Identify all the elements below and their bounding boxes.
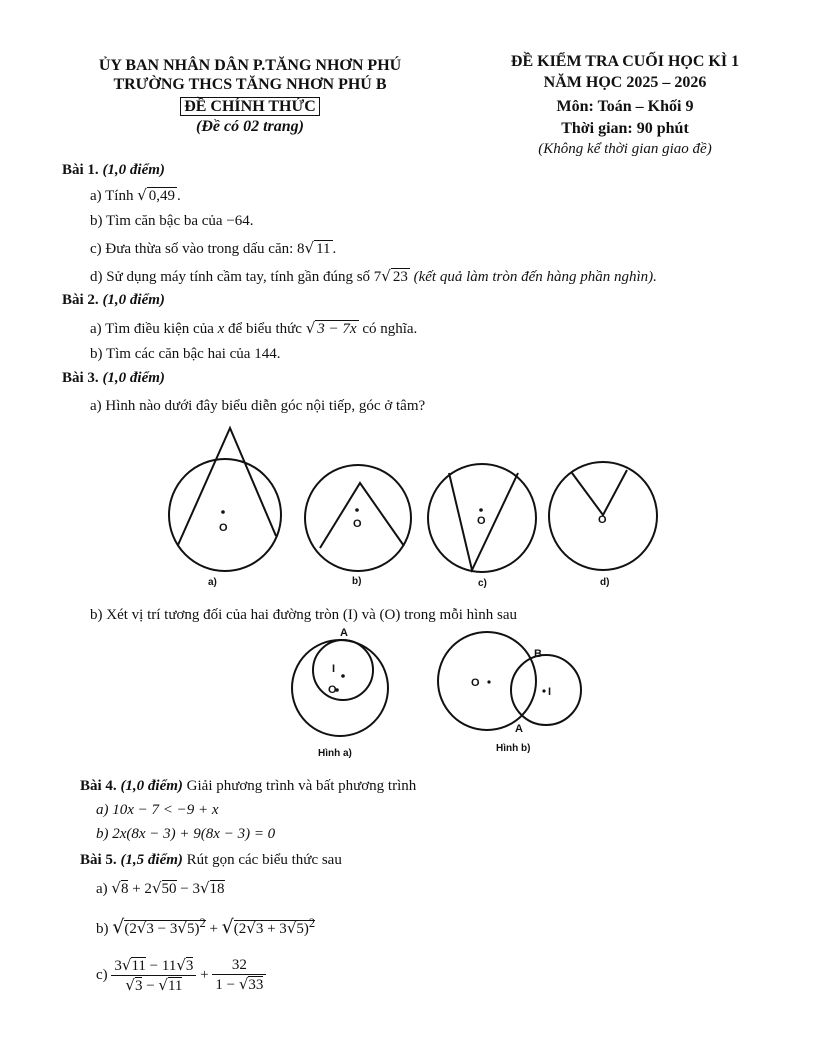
bai1-a: a) Tính √ 0,49 . — [90, 186, 181, 204]
bai2-a-radicand: 3 − 7x — [317, 321, 357, 337]
school-year: NĂM HỌC 2025 – 2026 — [543, 74, 707, 91]
bai4-desc: Giải phương trình và bất phương trình — [186, 778, 417, 794]
hinh-a-point-I: I — [332, 663, 336, 675]
bai2-b: b) Tìm các căn bậc hai của 144. — [90, 346, 281, 362]
bai4-heading — [80, 778, 416, 795]
bai1-c: c) Đưa thừa số vào trong dấu căn: 8√ 11 . — [90, 239, 337, 257]
bai5-a: a) √8 + 2√50 − 3√18 — [96, 879, 225, 897]
bai1-a-radicand: 0,49 — [148, 188, 176, 204]
bai1-title: Bài 1. — [62, 162, 99, 178]
bai4-points: (1,0 điểm) — [120, 778, 183, 794]
hinh-a-circle-I — [313, 640, 373, 700]
bai2-points: (1,0 điểm) — [102, 292, 165, 308]
figure-c-center-label: O — [477, 515, 486, 527]
hinh-b-point-I: I — [548, 686, 552, 698]
figure-a-center-label: O — [219, 522, 228, 534]
bai3-a: a) Hình nào dưới đây biểu diễn góc nội tiếp, góc ở tâm? — [90, 398, 426, 414]
hinh-a-point-A: A — [340, 627, 348, 639]
bai5-b-label: b) — [96, 921, 109, 937]
bai3-points: (1,0 điểm) — [102, 370, 165, 386]
bai5-b: b) $√(2√3 - 3√5)^2 + √(2√3 + 3√5)^2$ — [96, 916, 316, 938]
sqrt-expression: √ 11 — [304, 239, 331, 257]
hinh-b-circle-I — [511, 655, 581, 725]
bai1-d-note: (kết quả làm tròn đến hàng phần nghìn). — [413, 269, 657, 285]
figure-c-label: c) — [478, 578, 487, 589]
bai2-a-var: x — [217, 321, 225, 337]
bai2-title: Bài 2. — [62, 292, 99, 308]
hinh-b-point-B: B — [534, 648, 542, 660]
authority-name: ỦY BAN NHÂN DÂN P.TĂNG NHƠN PHÚ — [98, 57, 402, 74]
sqrt-expression: √ 3 − 7x — [305, 319, 357, 337]
bai3-b: b) Xét vị trí tương đối của hai đường tròn (I) và (O) trong mỗi hình sau — [90, 607, 518, 623]
bai1-a-text: a) Tính — [90, 188, 134, 204]
bai5-c-frac2-num: 32 — [212, 957, 266, 975]
bai5-a-label: a) — [96, 881, 108, 897]
bai5-points: (1,5 điểm) — [120, 852, 183, 868]
hinh-b-point-A: A — [515, 723, 523, 735]
sqrt-expression: √ 23 — [381, 267, 408, 285]
figure-b-center-label: O — [353, 518, 362, 530]
bai2-a-mid: để biểu thức — [228, 321, 302, 337]
bai5-desc: Rút gọn các biểu thức sau — [186, 852, 342, 868]
bai4-b: b) 2x(8x − 3) + 9(8x − 3) = 0 — [96, 826, 276, 842]
school-name: TRƯỜNG THCS TĂNG NHƠN PHÚ B — [113, 76, 387, 93]
subject: Môn: Toán – Khối 9 — [556, 98, 694, 115]
exam-title: ĐỀ KIỂM TRA CUỐI HỌC KÌ 1 — [510, 53, 740, 70]
hinh-a-circle-O — [292, 640, 388, 736]
bai1-d-radicand: 23 — [392, 269, 408, 285]
hinh-a-point-O: O — [328, 684, 337, 696]
hinh-a-caption: Hình a) — [318, 748, 352, 759]
bai5-heading — [80, 852, 342, 869]
bai2-a-text: a) Tìm điều kiện của — [90, 321, 214, 337]
figure-a-label: a) — [208, 577, 217, 588]
sqrt-expression: √ 0,49 — [137, 186, 176, 204]
bai3-title: Bài 3. — [62, 370, 99, 386]
bai2-a-end: có nghĩa. — [362, 321, 418, 337]
bai1-c-radicand: 11 — [316, 241, 331, 257]
bai1-b: b) Tìm căn bậc ba của −64. — [90, 213, 254, 229]
bai1-points: (1,0 điểm) — [102, 162, 165, 178]
bai1-c-text: c) Đưa thừa số vào trong dấu căn: 8 — [90, 241, 305, 257]
pages-note: (Đề có 02 trang) — [196, 118, 304, 135]
bai5-c-label: c) — [96, 967, 108, 983]
bai1-d-text: d) Sử dụng máy tính cầm tay, tính gần đúng số 7 — [90, 269, 382, 285]
official-label: ĐỀ CHÍNH THỨC — [180, 97, 320, 116]
figure-b-label: b) — [352, 576, 362, 587]
bai5-c: c) $\frac{3√11 - 11√3}{√3 - √11}$ + $\frac{32}{1 - √33}$ — [96, 956, 266, 995]
bai4-a: a) 10x − 7 < −9 + x — [96, 802, 219, 818]
bai5-c-frac1: $\frac{3√11 - 11√3}{√3 - √11}$ — [111, 956, 196, 995]
bai4-title: Bài 4. — [80, 778, 117, 794]
hinh-b-caption: Hình b) — [496, 743, 531, 754]
bai5-title: Bài 5. — [80, 852, 117, 868]
hinh-b-point-O: O — [471, 677, 480, 689]
figure-d-label: d) — [600, 577, 610, 588]
figure-d-center-label: O — [598, 514, 607, 526]
time-note: (Không kể thời gian giao đề) — [538, 141, 712, 157]
bai5-c-frac2: $\frac{32}{1 - √33}$ — [212, 957, 266, 994]
exam-time: Thời gian: 90 phút — [561, 120, 689, 137]
